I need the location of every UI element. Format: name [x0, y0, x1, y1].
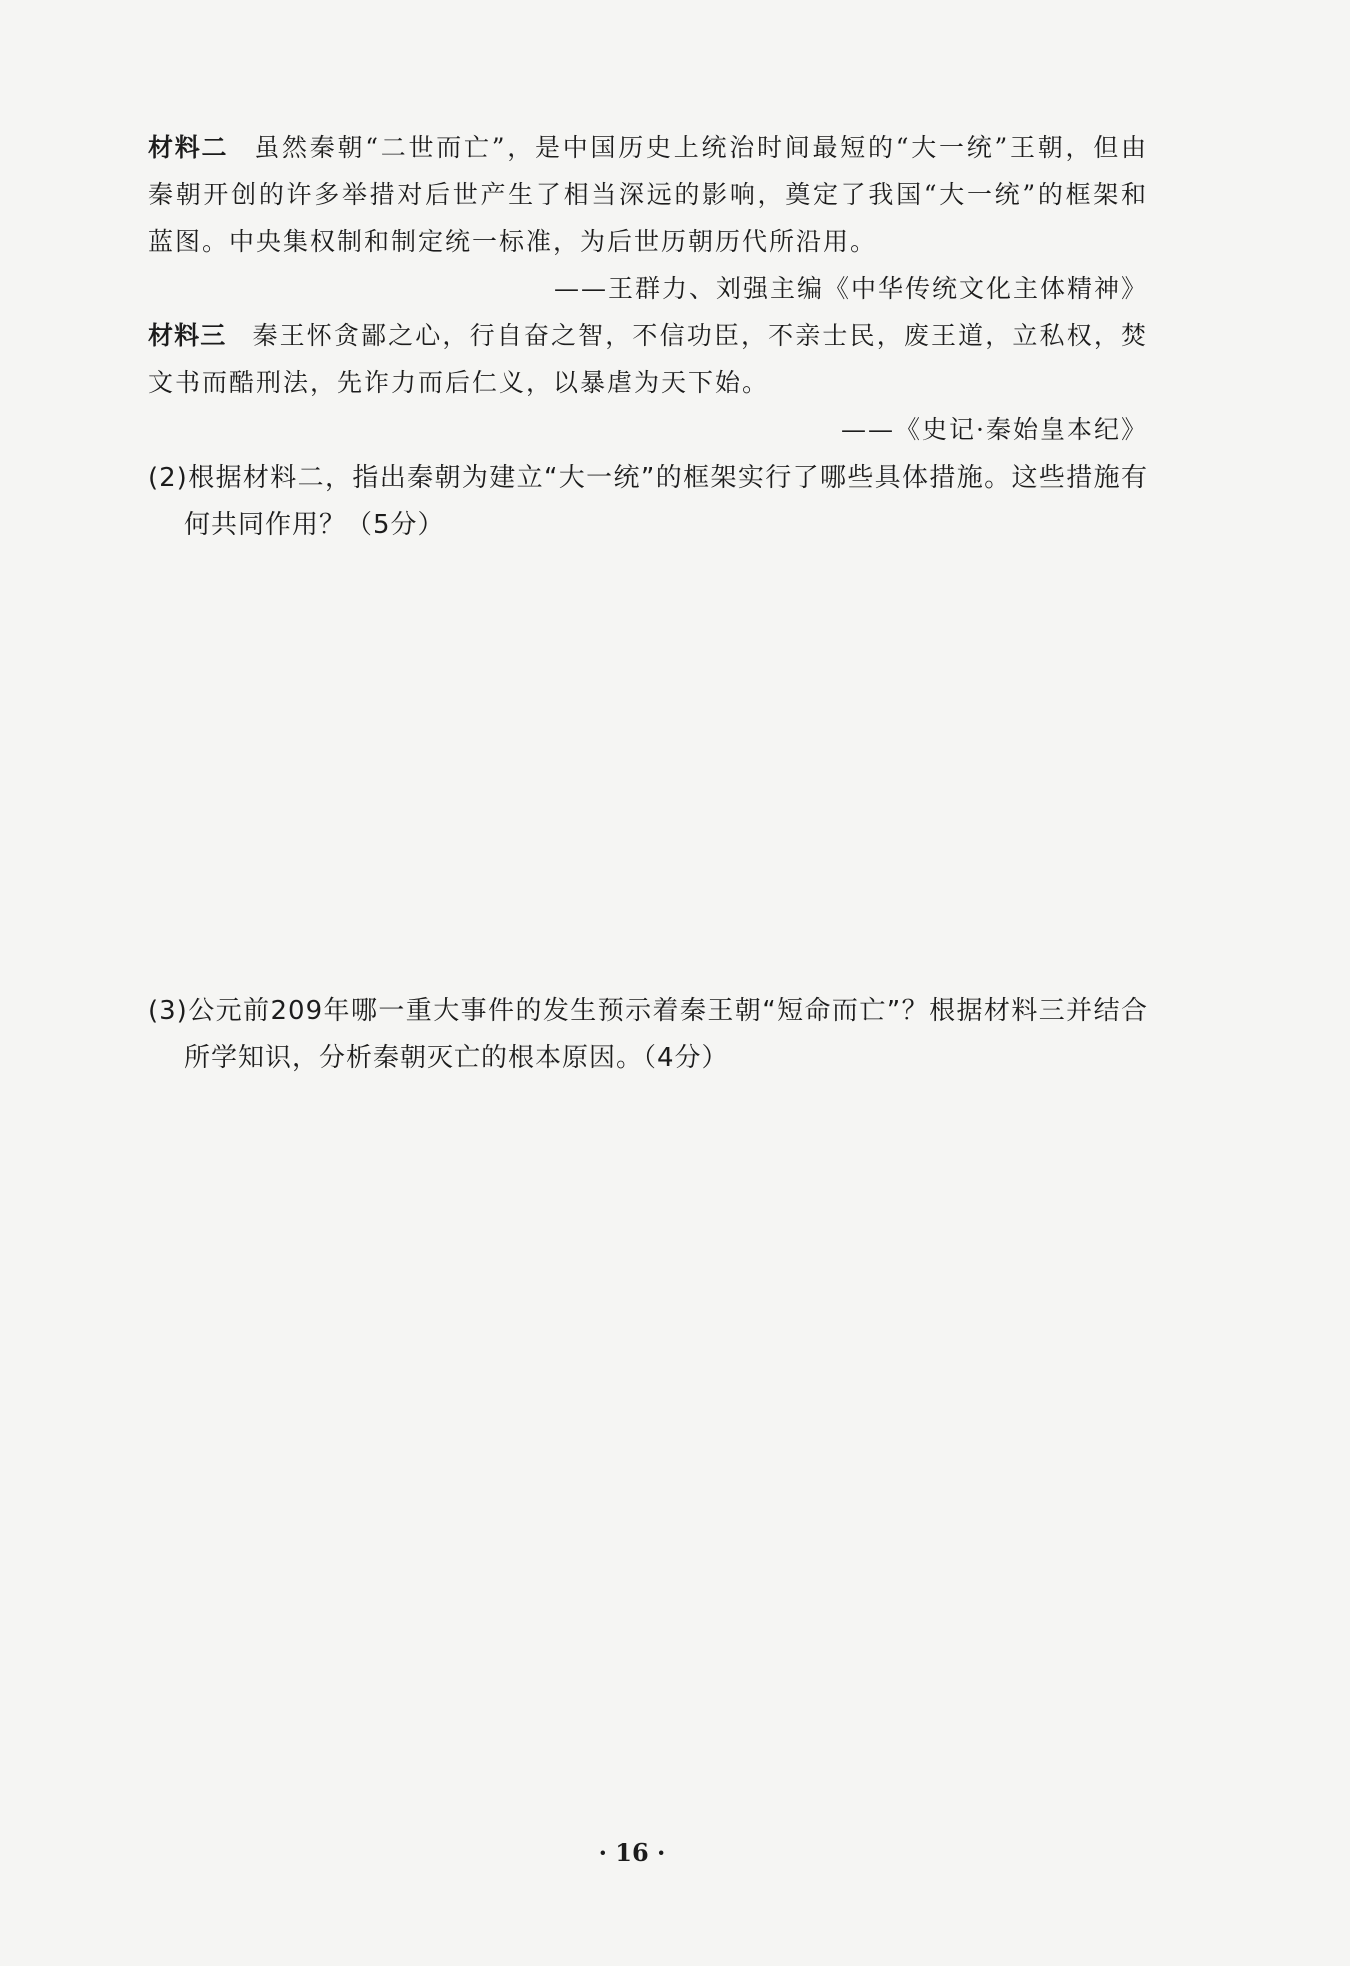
- question-3: (3)公元前209年哪一重大事件的发生预示着秦王朝“短命而亡”？根据材料三并结合所学知识，分析秦朝灭亡的根本原因。（4分）: [148, 996, 1148, 1073]
- question-3-block: [148, 988, 1148, 1082]
- material-two-source: ——王群力、刘强主编《中华传统文化主体精神》: [553, 274, 1148, 303]
- question-2: (2)根据材料二，指出秦朝为建立“大一统”的框架实行了哪些具体措施。这些措施有何共同作用？（5分）: [148, 463, 1148, 540]
- material-three-source: ——《史记·秦始皇本纪》: [841, 415, 1148, 444]
- material-two-text: 虽然秦朝“二世而亡”，是中国历史上统治时间最短的“大一统”王朝，但由秦朝开创的许多举措对后世产生了相当深远的影响，奠定了我国“大一统”的框架和蓝图。中央集权制和制定统一标准，为后世历朝历代所沿用。: [148, 133, 1148, 256]
- material-three-text: 秦王怀贪鄙之心，行自奋之智，不信功臣，不亲士民，废王道，立私权，焚文书而酷刑法，先诈力而后仁义，以暴虐为天下始。: [148, 321, 1148, 397]
- material-two-label: 材料二: [148, 133, 229, 162]
- material-three: [148, 312, 1148, 406]
- material-three-label: 材料三: [148, 321, 227, 350]
- page-number: · 16 ·: [598, 1838, 666, 1867]
- material-two: [148, 124, 1148, 265]
- materials-section: [148, 124, 1148, 549]
